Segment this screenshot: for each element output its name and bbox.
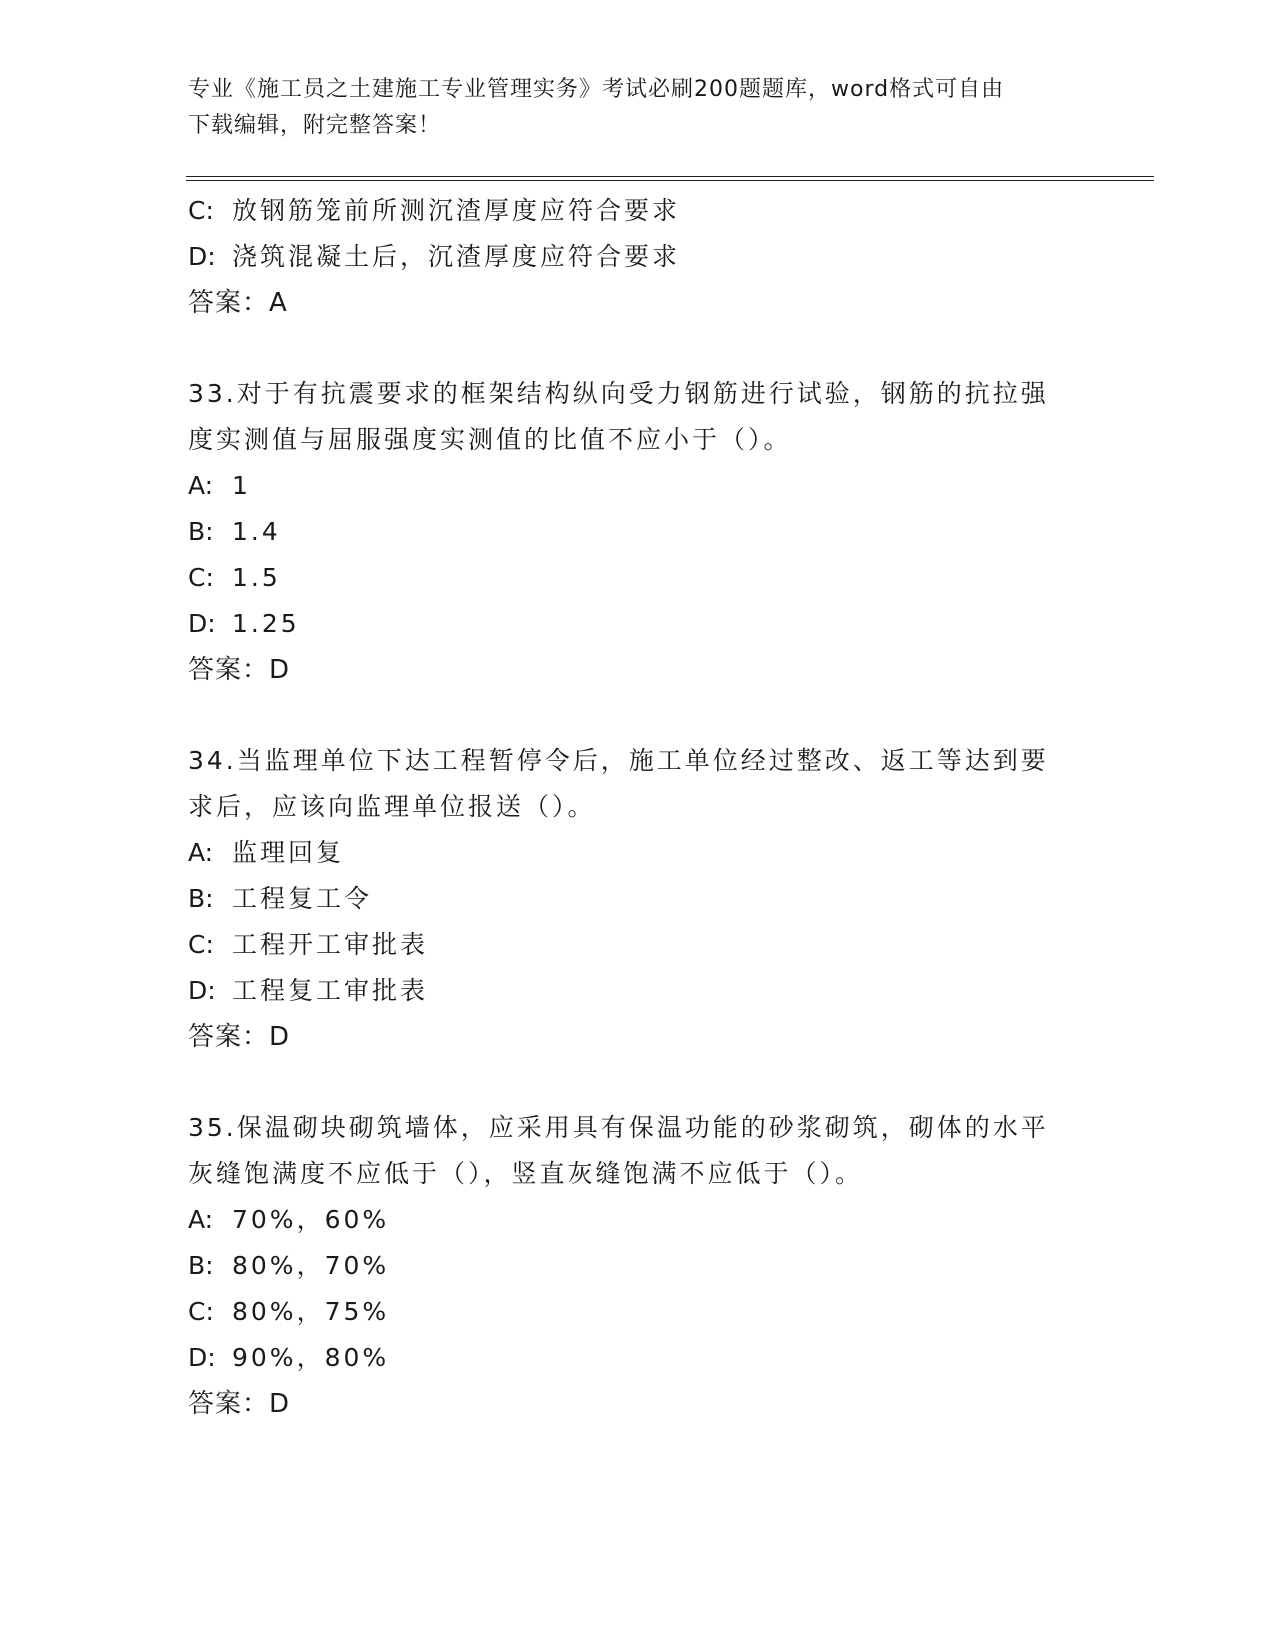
option-line	[188, 1243, 1088, 1289]
question-stem-line: 34.当监理单位下达工程暂停令后，施工单位经过整改、返工等达到要	[188, 746, 1049, 775]
question-block	[188, 738, 1088, 1060]
option-label: D:	[188, 1343, 216, 1372]
option-text: 1.4	[232, 517, 281, 546]
option-text: 80%，70%	[232, 1251, 390, 1280]
option-text: 监理回复	[232, 838, 345, 867]
option-label: B:	[188, 884, 214, 913]
option-label: C:	[188, 930, 214, 959]
option-text: 90%，80%	[232, 1343, 390, 1372]
option-line	[188, 876, 1088, 922]
option-label: D:	[188, 609, 216, 638]
option-label: C:	[188, 563, 214, 592]
answer-line: 答案：D	[188, 1389, 291, 1419]
question-stem-line: 灰缝饱满度不应低于（），竖直灰缝饱满不应低于（）。	[188, 1159, 864, 1188]
header-line-1: 专业《施工员之土建施工专业管理实务》考试必刷200题题库，word格式可自由	[188, 77, 1005, 102]
option-text: 1.5	[232, 563, 281, 592]
option-text: 浇筑混凝土后，沉渣厚度应符合要求	[232, 242, 681, 271]
option-text: 工程复工令	[232, 884, 373, 913]
option-label: B:	[188, 1251, 214, 1280]
option-text: 放钢筋笼前所测沉渣厚度应符合要求	[232, 196, 681, 225]
option-line	[188, 1289, 1088, 1335]
question-stem-line: 33.对于有抗震要求的框架结构纵向受力钢筋进行试验，钢筋的抗拉强	[188, 379, 1049, 408]
option-label: C:	[188, 1297, 214, 1326]
option-text: 80%，75%	[232, 1297, 390, 1326]
option-line	[188, 188, 1088, 234]
option-line	[188, 509, 1088, 555]
document-header	[188, 72, 1068, 144]
answer-line: 答案：D	[188, 655, 291, 685]
question-stem-line: 度实测值与屈服强度实测值的比值不应小于（）。	[188, 425, 792, 454]
option-label: D:	[188, 976, 216, 1005]
option-line	[188, 1197, 1088, 1243]
option-text: 1	[232, 471, 251, 500]
option-line	[188, 234, 1088, 280]
header-line-2: 下载编辑，附完整答案！	[188, 113, 442, 138]
question-content	[188, 188, 1088, 1427]
option-label: A:	[188, 838, 214, 867]
option-label: A:	[188, 1205, 214, 1234]
option-label: A:	[188, 471, 214, 500]
option-text: 工程复工审批表	[232, 976, 429, 1005]
option-line	[188, 1335, 1088, 1381]
option-label: C:	[188, 196, 214, 225]
option-line	[188, 463, 1088, 509]
option-line	[188, 830, 1088, 876]
answer-line: 答案：A	[188, 288, 288, 318]
option-label: B:	[188, 517, 214, 546]
question-stem-line: 35.保温砌块砌筑墙体，应采用具有保温功能的砂浆砌筑，砌体的水平	[188, 1113, 1049, 1142]
question-block	[188, 371, 1088, 693]
option-text: 工程开工审批表	[232, 930, 429, 959]
option-text: 70%，60%	[232, 1205, 390, 1234]
option-text: 1.25	[232, 609, 300, 638]
option-line	[188, 601, 1088, 647]
header-divider	[186, 176, 1154, 181]
option-line	[188, 968, 1088, 1014]
option-line	[188, 555, 1088, 601]
question-stem-line: 求后，应该向监理单位报送（）。	[188, 792, 596, 821]
option-line	[188, 922, 1088, 968]
answer-line: 答案：D	[188, 1022, 291, 1052]
question-block	[188, 1105, 1088, 1427]
option-label: D:	[188, 242, 216, 271]
